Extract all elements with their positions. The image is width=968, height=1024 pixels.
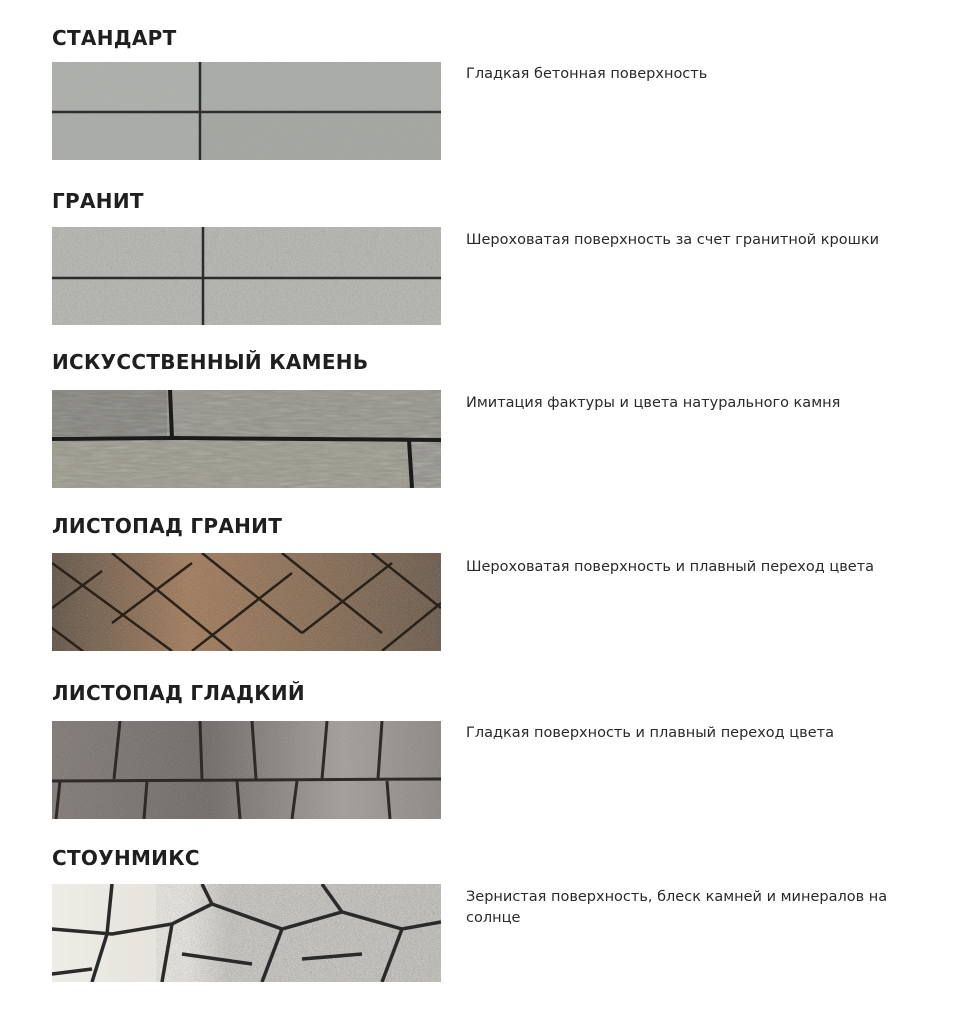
material-description: Гладкая поверхность и плавный переход цвета bbox=[466, 725, 834, 741]
material-title: ЛИСТОПАД ГЛАДКИЙ bbox=[52, 681, 305, 705]
texture-swatch-standard bbox=[52, 62, 441, 160]
material-description: Шероховатая поверхность за счет гранитной крошки bbox=[466, 232, 880, 248]
texture-swatch-leaf-smooth bbox=[52, 721, 441, 819]
material-description: Гладкая бетонная поверхность bbox=[466, 66, 708, 82]
texture-swatch-artificial-stone bbox=[52, 390, 441, 488]
texture-swatch-stonemix bbox=[52, 884, 441, 982]
material-description: Зернистая поверхность, блеск камней и минералов на солнце bbox=[466, 889, 888, 926]
material-title: ЛИСТОПАД ГРАНИТ bbox=[52, 514, 283, 538]
material-description: Шероховатая поверхность и плавный переход цвета bbox=[466, 559, 875, 575]
material-title: ГРАНИТ bbox=[52, 189, 144, 213]
texture-swatch-granite bbox=[52, 227, 441, 325]
material-title: СТАНДАРТ bbox=[52, 26, 177, 50]
texture-swatch-leaf-granite bbox=[52, 553, 441, 651]
material-title: ИСКУССТВЕННЫЙ КАМЕНЬ bbox=[52, 350, 369, 374]
material-description: Имитация фактуры и цвета натурального камня bbox=[466, 395, 841, 411]
material-title: СТОУНМИКС bbox=[52, 846, 200, 870]
